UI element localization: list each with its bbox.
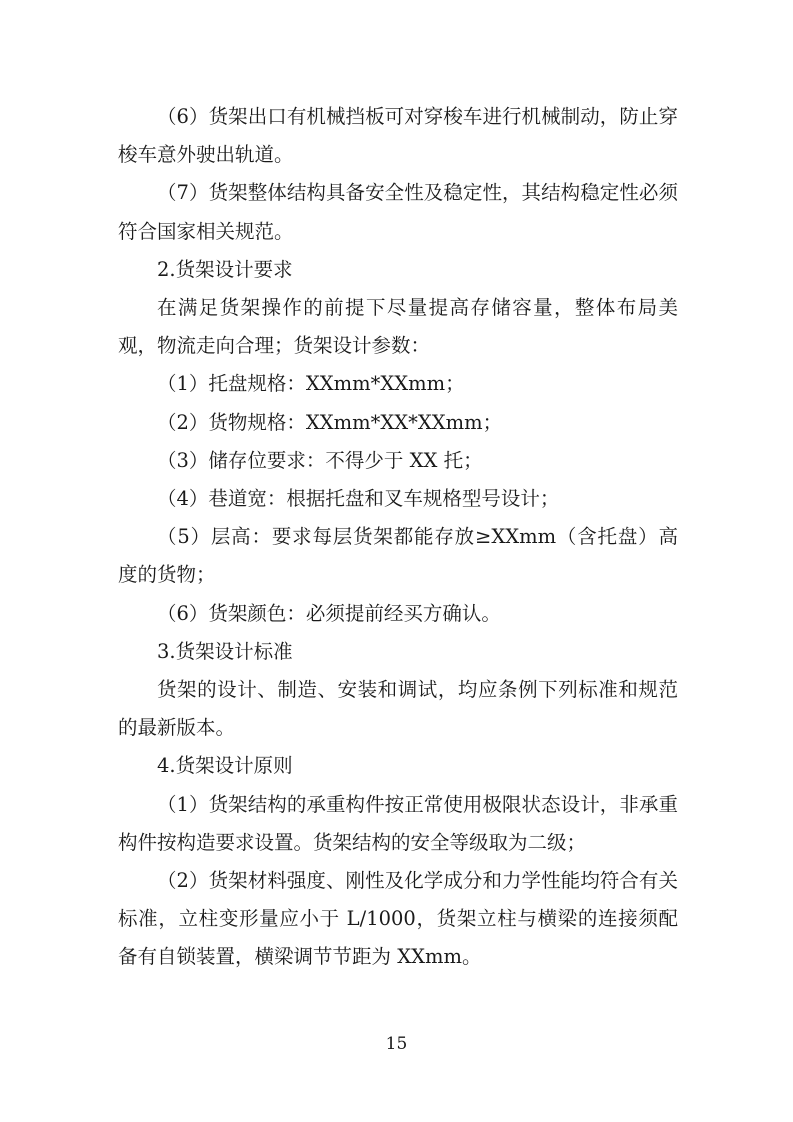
section-heading-design-principles: 4.货架设计原则: [157, 754, 293, 778]
paragraph-design-requirements-intro: 在满足货架操作的前提下尽量提高存储容量，整体布局美观，物流走向合理；货架设计参数：: [118, 296, 678, 358]
paragraph-design-standards: 货架的设计、制造、安装和调试，均应条例下列标准和规范的最新版本。: [118, 678, 678, 740]
section-heading-design-requirements: 2.货架设计要求: [157, 257, 293, 281]
list-item-layer-height: （5）层高：要求每层货架都能存放≥XXmm（含托盘）高度的货物；: [118, 525, 678, 587]
list-item-load-bearing: （1）货架结构的承重构件按正常使用极限状态设计，非承重构件按构造要求设置。货架结构的安全等级取为二级；: [118, 792, 678, 854]
paragraph-rack-exit-baffle: （6）货架出口有机械挡板可对穿梭车进行机械制动，防止穿梭车意外驶出轨道。: [118, 105, 678, 167]
list-item-pallet-spec: （1）托盘规格：XXmm*XXmm；: [157, 372, 465, 396]
document-body: [118, 98, 678, 977]
list-item-rack-color: （6）货架颜色：必须提前经买方确认。: [157, 601, 501, 625]
list-item-material-strength: （2）货架材料强度、刚性及化学成分和力学性能均符合有关标准，立柱变形量应小于 L/1000，货架立柱与横梁的连接须配备有自锁装置，横梁调节节距为 XXmm。: [118, 869, 678, 969]
section-heading-design-standards: 3.货架设计标准: [157, 639, 293, 663]
list-item-goods-spec: （2）货物规格：XXmm*XX*XXmm；: [157, 410, 503, 434]
list-item-aisle-width: （4）巷道宽：根据托盘和叉车规格型号设计；: [157, 487, 560, 511]
list-item-storage-positions: （3）储存位要求：不得少于 XX 托；: [157, 448, 483, 472]
paragraph-rack-stability: （7）货架整体结构具备安全性及稳定性，其结构稳定性必须符合国家相关规范。: [118, 181, 678, 243]
page-number: 15: [385, 1034, 408, 1054]
